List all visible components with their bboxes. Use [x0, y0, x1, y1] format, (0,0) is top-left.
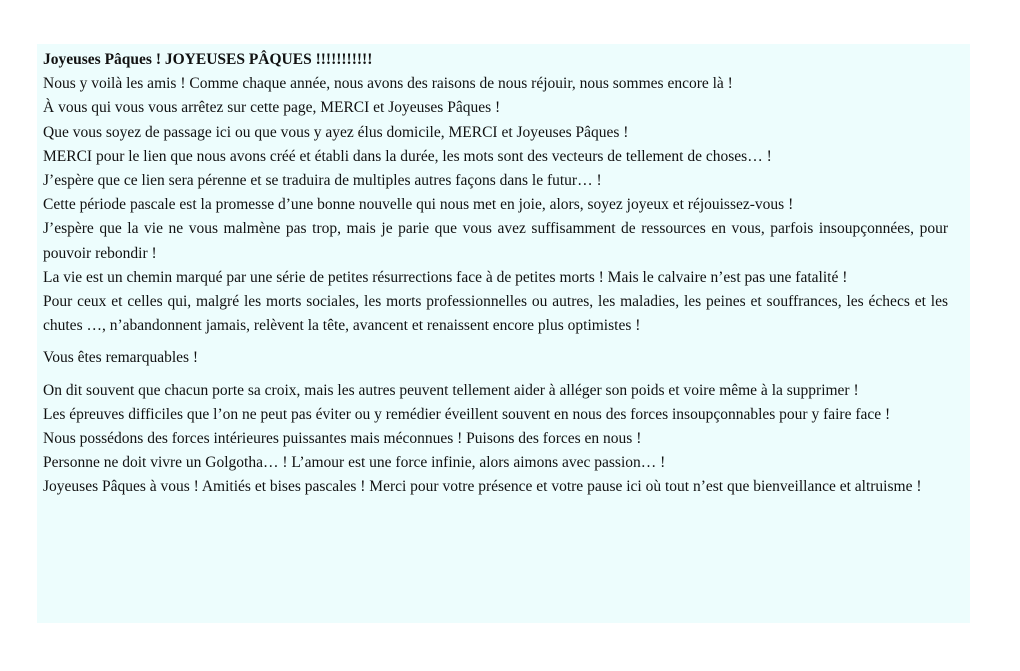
closing-paragraph: On dit souvent que chacun porte sa croix, mais les autres peuvent tellement aider à alléger son poids et voire même à la supprimer !	[43, 381, 859, 399]
message-line: MERCI pour le lien que nous avons créé et établi dans la durée, les mots sont des vecteurs de tellement de choses… !	[43, 147, 772, 165]
message-line: Nous y voilà les amis ! Comme chaque année, nous avons des raisons de nous réjouir, nous sommes encore là !	[43, 75, 733, 93]
closing-paragraph: Joyeuses Pâques à vous ! Amitiés et bises pascales ! Merci pour votre présence et votre pause ici où tout n’est que bienveillance et altruisme !	[43, 478, 922, 496]
message-line: À vous qui vous vous arrêtez sur cette page, MERCI et Joyeuses Pâques !	[43, 99, 501, 117]
message-line: Que vous soyez de passage ici ou que vous y ayez élus domicile, MERCI et Joyeuses Pâques !	[43, 123, 629, 141]
message-paragraph: Pour ceux et celles qui, malgré les morts sociales, les morts professionnelles ou autres, les maladies, les peines et souffrances, les échecs et les chutes …, n’abandonnent jamais, relèvent la tête, avancent et renaissent encore plus optimistes !	[43, 293, 948, 335]
easter-message-panel	[37, 44, 970, 623]
closing-paragraph: Personne ne doit vivre un Golgotha… ! L’amour est une force infinie, alors aimons avec passion… !	[43, 454, 666, 472]
closing-paragraph: Nous possédons des forces intérieures puissantes mais méconnues ! Puisons des forces en nous !	[43, 430, 642, 448]
message-paragraph: La vie est un chemin marqué par une série de petites résurrections face à de petites morts ! Mais le calvaire n’est pas une fatalité !	[43, 268, 848, 286]
message-title: Joyeuses Pâques ! JOYEUSES PÂQUES !!!!!!!!!!!	[43, 51, 373, 68]
message-line: Cette période pascale est la promesse d’une bonne nouvelle qui nous met en joie, alors, soyez joyeux et réjouissez-vous !	[43, 196, 794, 214]
remarkable-line: Vous êtes remarquables !	[43, 349, 199, 367]
closing-paragraph: Les épreuves difficiles que l’on ne peut pas éviter ou y remédier éveillent souvent en nous des forces insoupçonnables pour y faire face !	[43, 405, 891, 423]
message-line: J’espère que ce lien sera pérenne et se traduira de multiples autres façons dans le futur… !	[43, 172, 602, 190]
message-paragraph: J’espère que la vie ne vous malmène pas trop, mais je parie que vous avez suffisamment de ressources en vous, parfois insoupçonnées, pour pouvoir rebondir !	[43, 220, 948, 262]
